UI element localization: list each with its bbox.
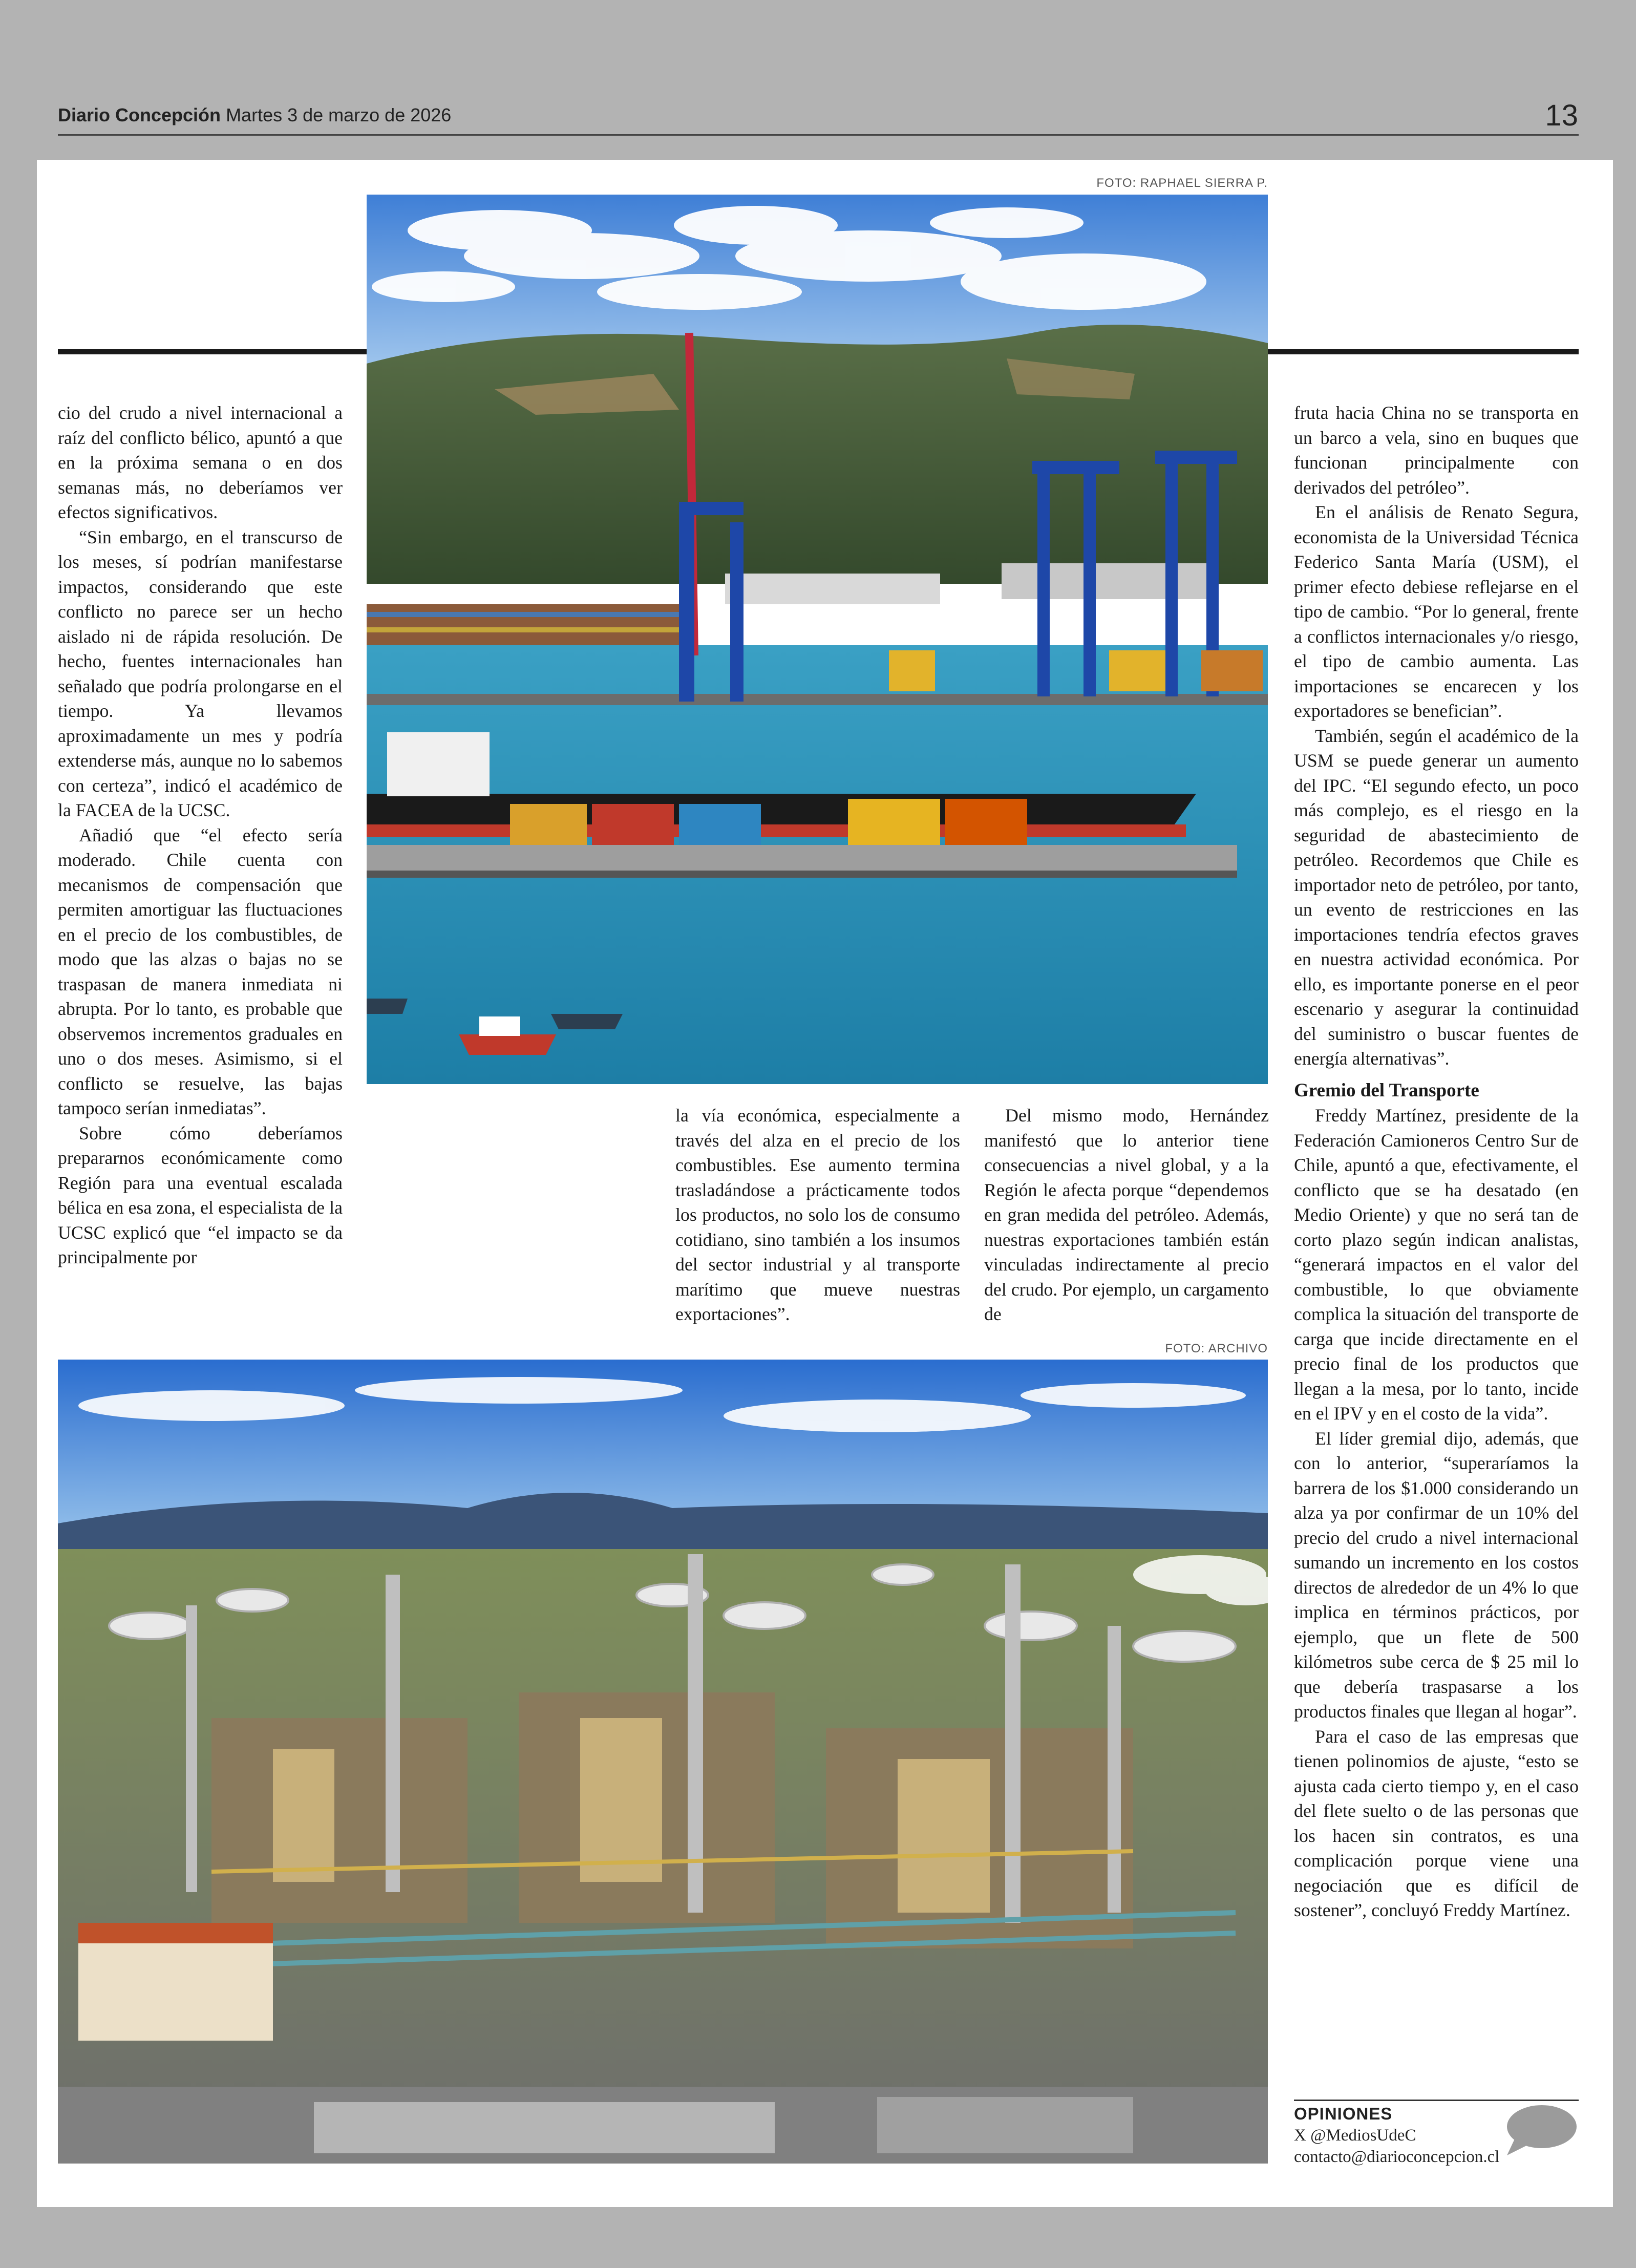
section-rule-left	[58, 349, 368, 354]
paragraph: cio del crudo a nivel internacional a raíz del conflicto bélico, apuntó a que en la próxima semana o en dos semanas más, no deberíamos ver efectos significativos.	[58, 402, 343, 522]
refinery-photo	[58, 1360, 1268, 2164]
opiniones-rule	[1294, 2100, 1579, 2101]
article-column-4	[1294, 400, 1579, 1923]
paragraph: Freddy Martínez, presidente de la Federación Camioneros Centro Sur de Chile, apuntó a que, efectivamente, el conflicto que se ha desatado (en Medio Oriente) y que no será tan de corto plazo según indican analistas, “generará impactos en el valor del combustible, lo que obviamente complica la situación del transporte de carga que incide directamente en el precio final de los productos que llegan a la mesa, por lo tanto, incide en el IPV y en el costo de la vida”.	[1294, 1105, 1579, 1424]
article-column-3	[984, 1103, 1269, 1327]
publication-name: Diario Concepción	[58, 104, 221, 125]
twitter-handle[interactable]: X @MediosUdeC	[1294, 2126, 1416, 2145]
article-column-2	[675, 1103, 960, 1327]
paragraph: Añadió que “el efecto sería moderado. Chile cuenta con mecanismos de compensación que permiten amortiguar las fluctuaciones en el precio de los combustibles, de modo que las alzas o bajas no se traspasan de manera inmediata ni abrupta. Por lo tanto, es probable que observemos incrementos graduales en uno o dos meses. Asimismo, si el conflicto se resuelve, las bajas tampoco serían inmediatas”.	[58, 824, 343, 1118]
speech-bubble-icon	[1503, 2102, 1579, 2161]
contact-email[interactable]: contacto@diarioconcepcion.cl	[1294, 2148, 1500, 2166]
section-rule-right	[1268, 349, 1579, 354]
running-header	[58, 104, 451, 126]
paragraph: “Sin embargo, en el transcurso de los meses, sí podrían manifestarse impactos, considerando que este conflicto no parece ser un hecho aislado ni de rápida resolución. De hecho, fuentes internacionales han señalado que podría prolongarse en el tiempo. Ya llevamos aproximadamente un mes y podría extenderse más, aunque no lo sabemos con certeza”, indicó el académico de la FACEA de la UCSC.	[58, 526, 343, 820]
refinery-photo-credit: FOTO: ARCHIVO	[1165, 1342, 1268, 1355]
header-rule	[58, 134, 1579, 136]
article-column-1	[58, 400, 343, 1270]
paragraph: Sobre cómo deberíamos prepararnos económicamente como Región para una eventual escalada bélica en esa zona, el especialista de la UCSC explicó que “el impacto se da principalmente por	[58, 1122, 343, 1267]
paragraph: fruta hacia China no se transporta en un barco a vela, sino en buques que funcionan principalmente con derivados del petróleo”.	[1294, 402, 1579, 498]
paragraph: En el análisis de Renato Segura, economista de la Universidad Técnica Federico Santa María (USM), el primer efecto debiese reflejarse en el tipo de cambio. “Por lo general, frente a conflictos internacionales y/o riesgo, el tipo de cambio aumenta. Las importaciones se encarecen y los exportadores se benefician”.	[1294, 502, 1579, 721]
paragraph: También, según el académico de la USM se puede generar un aumento del IPC. “El segundo efecto, un poco más complejo, es el riesgo en la seguridad de abastecimiento de petróleo. Recordemos que Chile es importador neto de petróleo, por tanto, un evento de restricciones en las importaciones tendría efectos graves en nuestra actividad económica. Por ello, es importante ponerse en el peor escenario y asegurar la continuidad del suministro o buscar fuentes de energía alternativas”.	[1294, 725, 1579, 1069]
paragraph: la vía económica, especialmente a través del alza en el precio de los combustibles. Ese aumento termina trasladándose a prácticamente todos los productos, no solo los de consumo cotidiano, sino también a los insumos del sector industrial y al transporte marítimo que mueve nuestras exportaciones”.	[675, 1105, 960, 1324]
opiniones-box	[1294, 2103, 1499, 2168]
paragraph: Para el caso de las empresas que tienen polinomios de ajuste, “esto se ajusta cada cierto tiempo y, en el caso del flete suelto o de las personas que los hacen sin contratos, es una complicación porque viene una negociación que es difícil de sostener”, concluyó Freddy Martínez.	[1294, 1726, 1579, 1920]
port-photo	[367, 195, 1268, 1084]
paragraph: Del mismo modo, Hernández manifestó que lo anterior tiene consecuencias a nivel global, y a la Región le afecta porque “dependemos en gran medida del petróleo. Además, nuestras exportaciones también están vinculadas indirectamente al precio del crudo. Por ejemplo, un cargamento de	[984, 1105, 1269, 1324]
issue-date: Martes 3 de marzo de 2026	[226, 104, 452, 125]
page-number: 13	[1545, 99, 1578, 132]
opiniones-title: OPINIONES	[1294, 2104, 1393, 2123]
paragraph: El líder gremial dijo, además, que con lo anterior, “superaríamos la barrera de los $1.000 considerando un alza ya por confirmar de un 10% del precio del crudo a nivel internacional sumando un incremento en los costos directos de alrededor de un 4% lo que implica en términos prácticos, por ejemplo, que un flete de 500 kilómetros sube cerca de $ 25 mil lo que debería traspasarse a los productos finales que llegan al hogar”.	[1294, 1428, 1579, 1722]
subheading: Gremio del Transporte	[1294, 1079, 1479, 1101]
port-photo-credit: FOTO: RAPHAEL SIERRA P.	[1096, 176, 1268, 190]
